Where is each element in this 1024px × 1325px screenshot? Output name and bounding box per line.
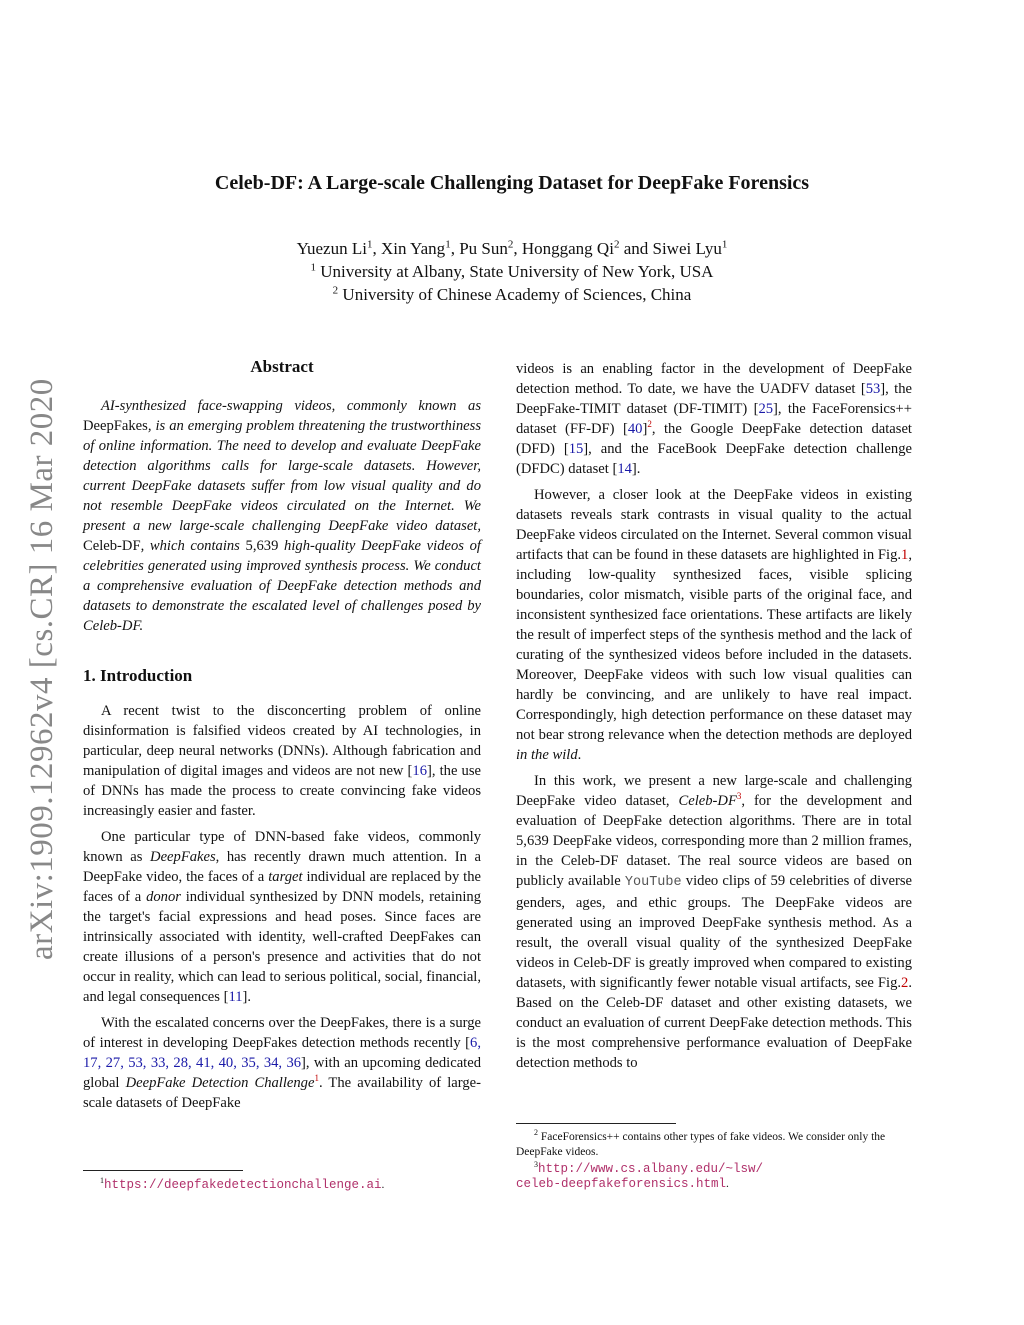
footnote-1 <box>100 1178 480 1193</box>
abstract-span: , is an emerging problem threatening the trustworthiness of online information. The need to develop and evaluate DeepFake detection algorithms calls for large-scale datasets. However, current DeepFake datasets suffer from low visual quality and do not resemble DeepFake videos circulated on the Internet. We present a new large-scale challenging DeepFake video dataset, <box>83 418 481 534</box>
affil-mark: 1 <box>445 238 451 251</box>
text-span: , the Google DeepFake detection dataset (DFD) [ <box>516 421 912 457</box>
footnote-line <box>516 1162 912 1177</box>
footnote-mark[interactable]: 1 <box>314 1073 319 1084</box>
intro-paragraph-3 <box>83 1013 481 1113</box>
figure-link[interactable]: 2 <box>901 975 909 991</box>
intro-heading: 1. Introduction <box>83 666 193 685</box>
footnote-3 <box>516 1162 912 1192</box>
abstract-span: Celeb-DF <box>83 538 141 554</box>
text-span: ], with an upcoming dedicated global <box>83 1055 482 1091</box>
author-name: , Xin Yang <box>372 239 446 258</box>
footnote-number: 1 <box>100 1176 104 1186</box>
affiliation-text: University of Chinese Academy of Sciences, China <box>342 285 692 304</box>
abstract-span: DeepFakes <box>83 418 148 434</box>
footnote-2 <box>516 1130 912 1160</box>
footnote-mark[interactable]: 2 <box>647 419 652 430</box>
affil-mark: 1 <box>310 261 317 274</box>
text-span: . <box>577 747 582 763</box>
affiliation-1 <box>0 260 1024 283</box>
abstract-span: AI-synthesized face-swapping videos, commonly known as <box>101 398 481 414</box>
text-span: ], and the FaceBook DeepFake detection challenge (DFDC) dataset [ <box>516 441 912 477</box>
right-column <box>516 359 912 1079</box>
author-name: , Pu Sun <box>450 239 508 258</box>
author-name: Yuezun Li <box>296 239 367 258</box>
affil-mark: 2 <box>332 284 339 297</box>
abstract-text <box>83 396 481 636</box>
left-column <box>83 357 481 1119</box>
author-block <box>0 237 1024 306</box>
abstract-span: , which contains <box>140 538 246 554</box>
text-span: ], the FaceForensics++ dataset (FF-DF) [ <box>516 401 912 437</box>
citation-link[interactable]: 25 <box>758 401 774 417</box>
number: 5,639 <box>516 833 549 849</box>
text-span: . The availability of large-scale datasets of DeepFake <box>83 1075 481 1111</box>
text-span: videos is an enabling factor in the development of DeepFake detection method. To date, we have the UADFV dataset [ <box>516 361 912 397</box>
footnote-link[interactable]: celeb-deepfakeforensics.html <box>516 1177 727 1191</box>
citation-link[interactable]: 14 <box>617 461 632 477</box>
text-span: In this work, we present a new large-scale and challenging DeepFake video dataset, <box>516 773 912 809</box>
affiliation-2 <box>0 283 1024 306</box>
text-span: DeepFake videos, corresponding more than 2 million frames, in the Celeb-DF dataset. The real source videos are based on publicly available <box>516 833 912 889</box>
footnote-link[interactable]: https://deepfakedetectionchallenge.ai <box>104 1178 382 1192</box>
right-paragraph-3 <box>516 771 912 1073</box>
text-span: ]. <box>631 461 641 477</box>
abstract-span: high-quality DeepFake videos of celebrities generated using improved synthesis process. We conduct a comprehensive evaluation of DeepFake detection methods and datasets to demonstrate the escalated level of challenges posed by Celeb-DF. <box>83 538 481 634</box>
text-span: , including low-quality synthesized faces, visible splicing boundaries, color mismatch, visible parts of the original face, and inconsistent synthesized face orientations. These artifacts are likely the result of imperfect steps of the synthesis method and the lack of curating of the synthesized videos before included in the datasets. Moreover, DeepFake videos with such low visual qualities can hardly be convincing, and are unlikely to have real impact. Correspondingly, high detection performance on these dataset may not bear strong relevance when the detection methods are deployed <box>516 547 912 743</box>
emphasis: DeepFake Detection Challenge <box>125 1075 315 1091</box>
text-span: . Based on the Celeb-DF dataset and other existing datasets, we conduct an evaluation of current DeepFake detection methods. This is the most comprehensive performance evaluation of DeepFake detection methods to <box>516 975 912 1071</box>
affil-mark: 2 <box>507 238 514 251</box>
text-span: . <box>381 1179 385 1191</box>
affil-mark: 2 <box>613 238 620 251</box>
author-name: and Siwei Lyu <box>619 239 722 258</box>
emphasis: in the wild <box>516 747 578 763</box>
text-span: individual are replaced by the faces of a <box>83 869 482 905</box>
intro-paragraph-2 <box>83 827 481 1007</box>
citation-link[interactable]: 53 <box>865 381 881 397</box>
text-span: video clips of 59 celebrities of diverse genders, ages, and ethic groups. The DeepFake videos are generated using an improved DeepFake synthesis method. As a result, the overall visual quality of the synthesized DeepFake videos in Celeb-DF is greatly improved when compared to existing datasets, with significantly fewer notable visual artifacts, see Fig. <box>516 873 912 991</box>
arxiv-stamp: arXiv:1909.12962v4 [cs.CR] 16 Mar 2020 <box>24 378 60 960</box>
citation-link[interactable]: 11 <box>228 989 243 1005</box>
footnote-text: FaceForensics++ contains other types of fake videos. We consider only the DeepFake videos. <box>516 1131 886 1158</box>
figure-link[interactable]: 1 <box>901 547 909 563</box>
author-name: , Honggang Qi <box>513 239 614 258</box>
footnote-mark[interactable]: 3 <box>736 791 742 802</box>
affil-mark: 1 <box>721 238 728 251</box>
text-span: A recent twist to the disconcerting problem of online disinformation is falsified videos created by AI technologies, in particular, deep neural networks (DNNs). Although fabrication and manipulation of digital images and videos are not new [ <box>83 703 481 779</box>
citation-links[interactable]: 6, 17, 27, 53, 33, 28, 41, 40, 35, 34, 36 <box>83 1035 481 1071</box>
intro-paragraph-1 <box>83 701 481 821</box>
text-span: ], the use of DNNs has made the process to create convincing fake videos increasingly easier and faster. <box>83 763 481 819</box>
text-span: . <box>726 1178 729 1190</box>
citation-link[interactable]: 15 <box>568 441 584 457</box>
text-span: , for the development and evaluation of DeepFake detection algorithms. There are in total <box>516 793 912 829</box>
citation-link[interactable]: 16 <box>412 763 428 779</box>
text-span: , has recently drawn much attention. In a DeepFake video, the faces of a <box>83 849 481 885</box>
author-list <box>0 237 1024 260</box>
footnote-rule <box>516 1123 676 1124</box>
emphasis: Celeb-DF <box>678 793 737 809</box>
affil-mark: 1 <box>366 238 373 251</box>
emphasis: donor <box>146 889 181 905</box>
abstract-heading: Abstract <box>250 357 314 376</box>
text-span: individual synthesized by DNN models, retaining the target's facial expressions and head poses. Since faces are intrinsically associated with identity, well-crafted DeepFakes can create illusions of a person's presence and activities that do not occur in reality, which can lead to serious political, social, financial, and legal consequences [ <box>83 889 481 1005</box>
text-span: ]. <box>242 989 252 1005</box>
paper-title: Celeb-DF: A Large-scale Challenging Dataset for DeepFake Forensics <box>214 172 810 194</box>
text-span: ], the DeepFake-TIMIT dataset (DF-TIMIT) [ <box>516 381 912 417</box>
citation-link[interactable]: 40 <box>627 421 643 437</box>
footnote-rule <box>83 1170 243 1171</box>
monospace-term: YouTube <box>624 875 682 890</box>
text-span: One particular type of DNN-based fake videos, commonly known as <box>83 829 481 865</box>
affiliation-text: University at Albany, State University of New York, USA <box>320 262 714 281</box>
text-span: With the escalated concerns over the DeepFakes, there is a surge of interest in developing DeepFakes detection methods recently [ <box>83 1015 481 1051</box>
emphasis: target <box>268 869 303 885</box>
emphasis: DeepFakes <box>150 849 216 865</box>
right-paragraph-2 <box>516 485 912 765</box>
abstract-span: 5,639 <box>245 538 279 554</box>
footnote-number: 2 <box>534 1128 538 1138</box>
text-span: However, a closer look at the DeepFake videos in existing datasets reveals stark contrasts in visual quality to the actual DeepFake videos circulated on the Internet. Several common visual artifacts that can be found in these datasets are highlighted in Fig. <box>516 487 912 563</box>
footnote-line <box>516 1177 912 1192</box>
footnote-link[interactable]: http://www.cs.albany.edu/~lsw/ <box>538 1162 764 1176</box>
footnote-number: 3 <box>534 1160 538 1170</box>
right-paragraph-1: videos is an enabling factor in the development of DeepFake detection method. To date, we have the UADFV dataset [53], the DeepFake-TIMIT dataset (DF-TIMIT) [25], the FaceForensics++ dataset (FF-DF) [40]$^2$, the Google DeepFake detection dataset (DFD) [15], and the FaceBook DeepFake detection challenge (DFDC) dataset [14]. <box>516 361 912 477</box>
